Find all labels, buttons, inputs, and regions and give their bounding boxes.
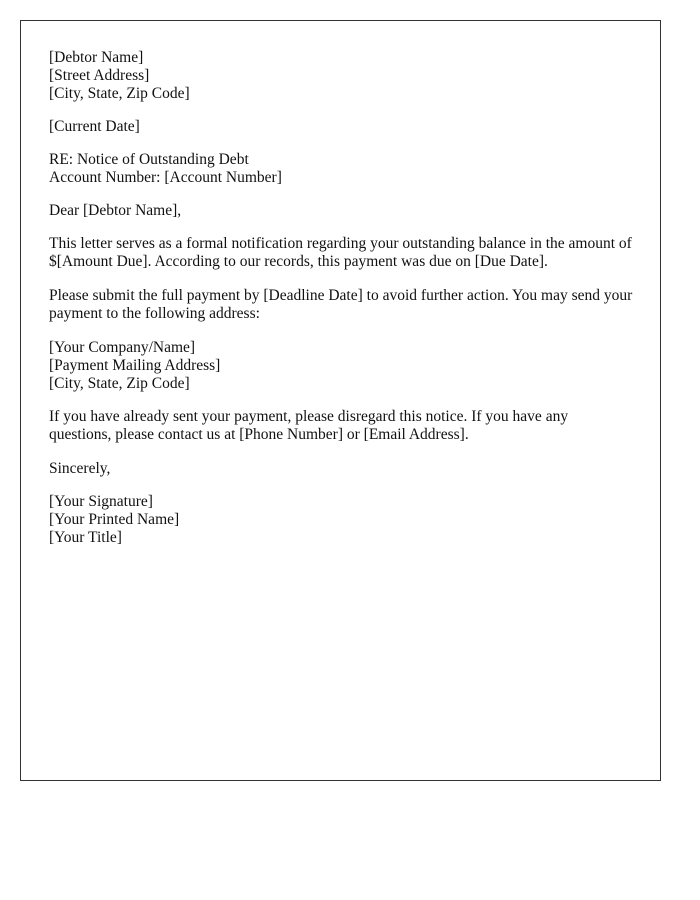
closing: Sincerely, (49, 460, 111, 477)
signature: [Your Signature] (49, 493, 153, 510)
recipient-address (49, 49, 632, 103)
salutation-block (49, 202, 632, 220)
closing-block (49, 460, 632, 478)
printed-name: [Your Printed Name] (49, 511, 180, 528)
letter-page (20, 20, 661, 781)
payment-address (49, 339, 632, 393)
letter-date: [Current Date] (49, 118, 140, 135)
account-number-line: Account Number: [Account Number] (49, 169, 282, 186)
payment-mailing-address: [Payment Mailing Address] (49, 357, 221, 374)
recipient-city: [City, State, Zip Code] (49, 85, 190, 102)
payment-company: [Your Company/Name] (49, 339, 196, 356)
signature-block (49, 493, 632, 547)
salutation: Dear [Debtor Name], (49, 202, 182, 219)
body-paragraph-closing: If you have already sent your payment, please disregard this notice. If you have any questions, please contact us at [Phone Number] or [Email Address]. (49, 408, 569, 443)
payment-city: [City, State, Zip Code] (49, 375, 190, 392)
body-paragraph-payment-instructions: Please submit the full payment by [Deadline Date] to avoid further action. You may send your payment to the following address: (49, 287, 633, 322)
recipient-street: [Street Address] (49, 67, 150, 84)
recipient-name: [Debtor Name] (49, 49, 144, 66)
body-paragraph-notification: This letter serves as a formal notification regarding your outstanding balance in the amount of $[Amount Due]. According to our records, this payment was due on [Due Date]. (49, 235, 632, 270)
subject-line: RE: Notice of Outstanding Debt (49, 151, 249, 168)
subject-block (49, 151, 632, 187)
letter-date-block (49, 118, 632, 136)
signer-title: [Your Title] (49, 529, 122, 546)
